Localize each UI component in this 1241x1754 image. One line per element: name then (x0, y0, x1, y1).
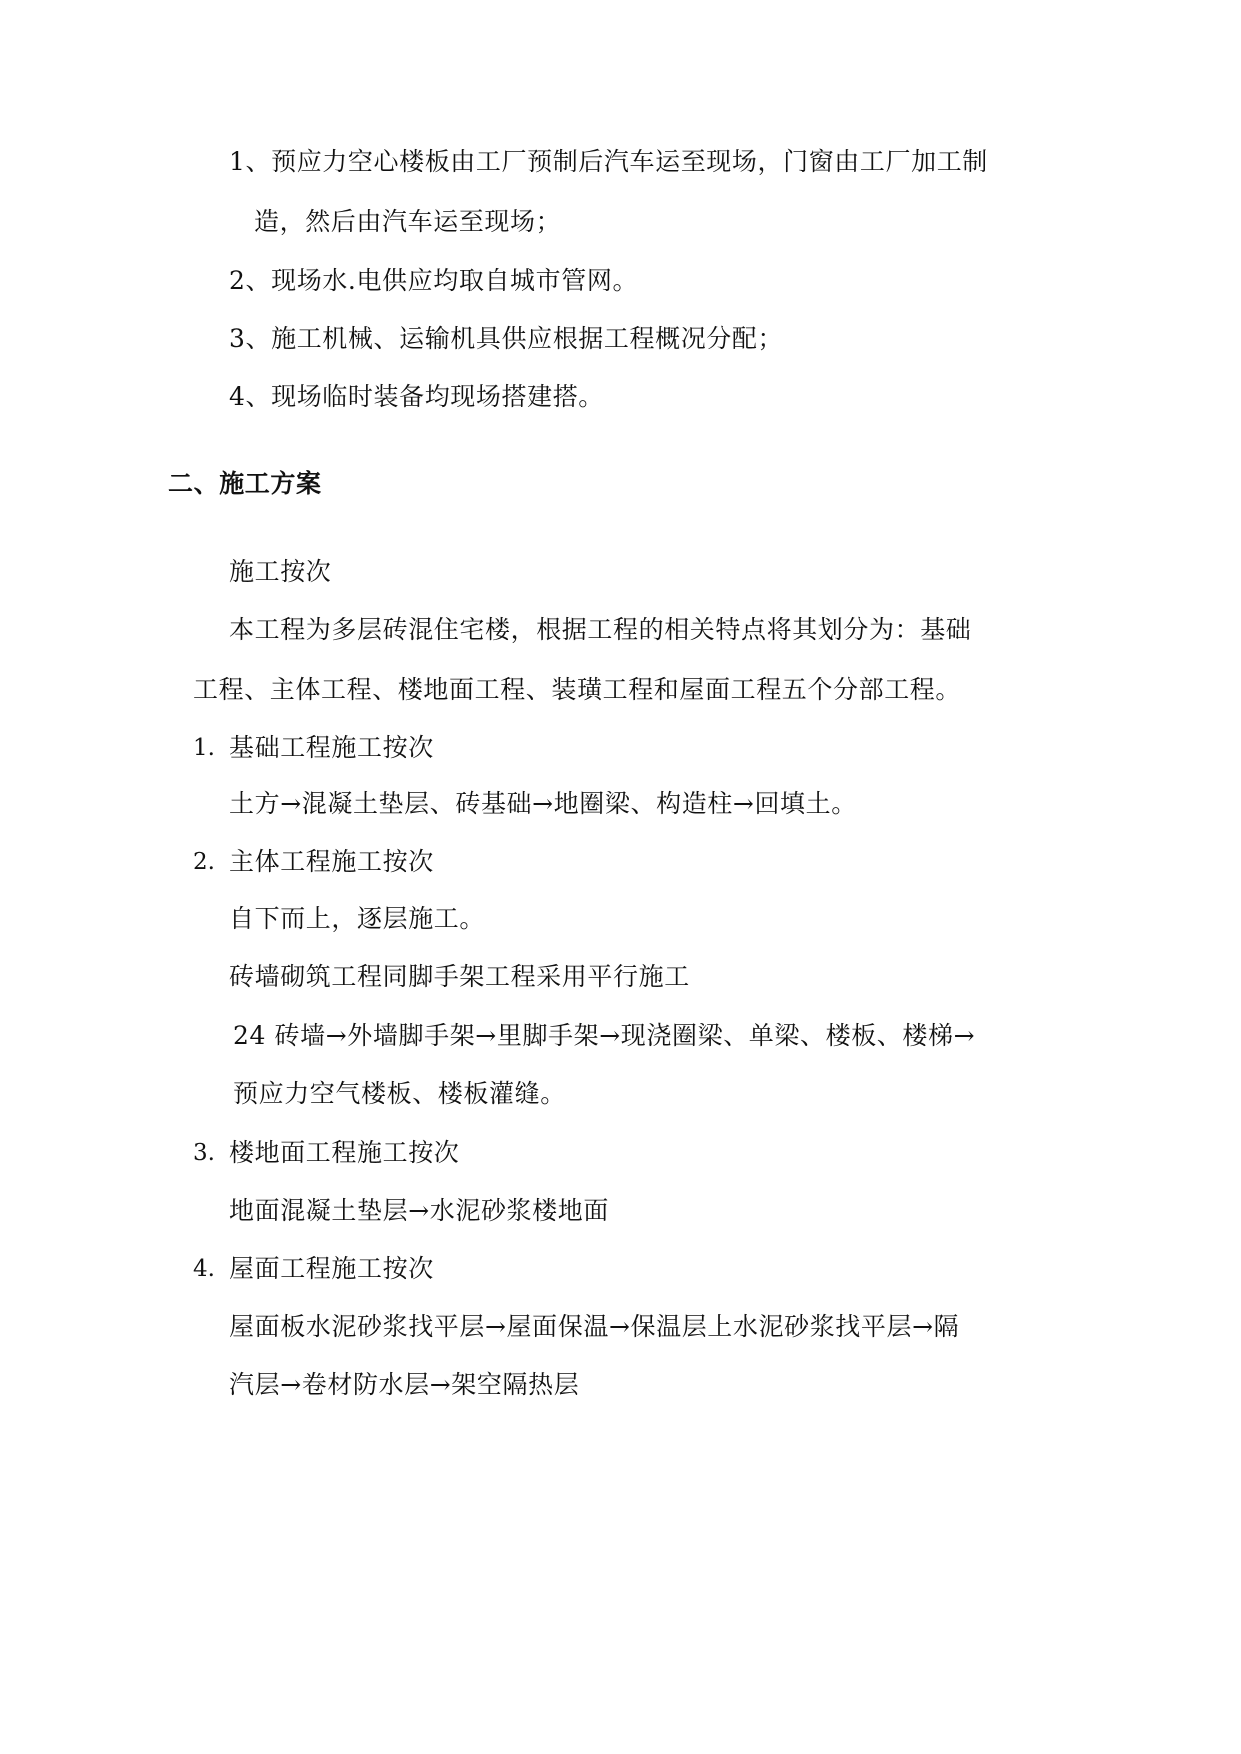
item-4-line-1: 屋面板水泥砂浆找平层→屋面保温→保温层上水泥砂浆找平层→隔 (229, 1312, 960, 1341)
item-4-number: 4. (193, 1256, 215, 1282)
item-3-number: 3. (193, 1140, 215, 1166)
item-3-title: 楼地面工程施工按次 (229, 1138, 460, 1167)
section-paragraph-line-1: 本工程为多层砖混住宅楼，根据工程的相关特点将其划分为：基础 (229, 615, 972, 644)
intro-item-4: 4、现场临时装备均现场搭建搭。 (229, 382, 604, 411)
section-title: 二、施工方案 (168, 469, 322, 498)
intro-item-1-line-1: 1、预应力空心楼板由工厂预制后汽车运至现场，门窗由工厂加工制 (229, 147, 988, 176)
item-3-line-1: 地面混凝土垫层→水泥砂浆楼地面 (229, 1196, 609, 1225)
item-2-line-2: 砖墙砌筑工程同脚手架工程采用平行施工 (229, 962, 690, 991)
section-subtitle: 施工按次 (229, 557, 332, 586)
item-2-line-3: 24 砖墙→外墙脚手架→里脚手架→现浇圈梁、单梁、楼板、楼梯→ (233, 1021, 976, 1050)
section-paragraph-line-2: 工程、主体工程、楼地面工程、装璜工程和屋面工程五个分部工程。 (193, 675, 962, 704)
item-2-line-1: 自下而上，逐层施工。 (229, 904, 486, 933)
item-2-title: 主体工程施工按次 (229, 847, 434, 876)
item-1-title: 基础工程施工按次 (229, 733, 434, 762)
item-4-title: 屋面工程施工按次 (229, 1254, 434, 1283)
intro-item-1-line-2: 造，然后由汽车运至现场； (254, 207, 562, 236)
item-1-number: 1. (193, 735, 215, 761)
item-2-number: 2. (193, 849, 215, 875)
item-2-line-4: 预应力空气楼板、楼板灌缝。 (233, 1079, 566, 1108)
item-4-line-2: 汽层→卷材防水层→架空隔热层 (229, 1370, 580, 1399)
intro-item-3: 3、施工机械、运输机具供应根据工程概况分配； (229, 324, 784, 353)
intro-item-2: 2、现场水.电供应均取自城市管网。 (229, 266, 639, 295)
item-1-line-1: 土方→混凝土垫层、砖基础→地圈梁、构造柱→回填土。 (229, 789, 857, 818)
